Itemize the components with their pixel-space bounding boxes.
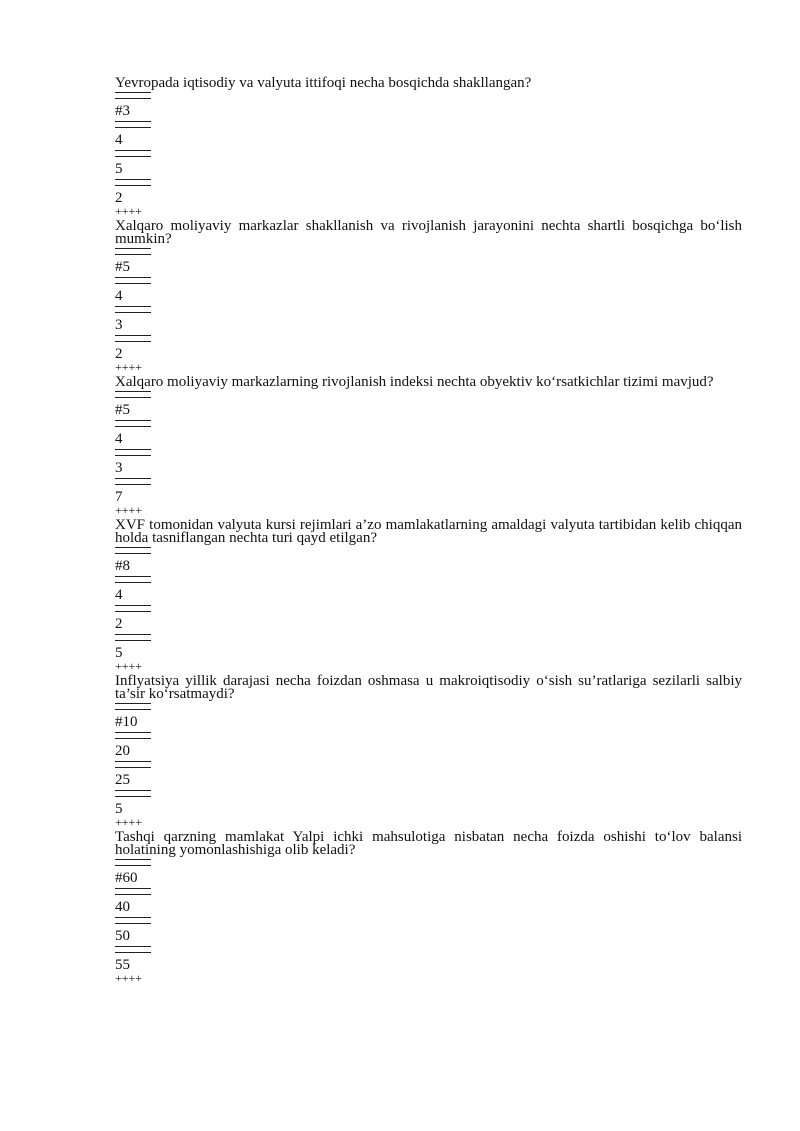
separator — [115, 306, 151, 313]
answer-option: 3 — [115, 317, 123, 333]
separator — [115, 92, 151, 99]
answer-correct: #5 — [115, 402, 130, 418]
answer-correct: #60 — [115, 870, 138, 886]
separator — [115, 391, 151, 398]
separator — [115, 732, 151, 739]
question-text: Xalqaro moliyaviy markazlarning rivojlanish indeksi nechta obyektiv ko‘rsatkichlar tizimi mavjud? — [115, 374, 714, 390]
answer-option: 5 — [115, 801, 123, 817]
answer-option: 20 — [115, 743, 130, 759]
separator — [115, 478, 151, 485]
answer-option: 55 — [115, 957, 130, 973]
separator — [115, 248, 151, 255]
separator — [115, 917, 151, 924]
answer-option: 5 — [115, 161, 123, 177]
question-text: Xalqaro moliyaviy markazlar shakllanish va rivojlanish jarayonini nechta shartli bosqichga bo‘lish mumkin? — [115, 218, 742, 247]
question-block — [115, 372, 742, 515]
answer-option: 7 — [115, 489, 123, 505]
answer-correct: #5 — [115, 259, 130, 275]
answer-option: 4 — [115, 587, 123, 603]
separator — [115, 703, 151, 710]
question-end-marker: ++++ — [115, 659, 143, 673]
separator — [115, 946, 151, 953]
separator — [115, 449, 151, 456]
question-end-marker: ++++ — [115, 360, 143, 374]
question-end-marker: ++++ — [115, 503, 143, 517]
question-end-marker: ++++ — [115, 815, 143, 829]
answer-option: 40 — [115, 899, 130, 915]
separator — [115, 420, 151, 427]
question-end-marker: ++++ — [115, 204, 143, 218]
answer-option: 5 — [115, 645, 123, 661]
answer-option: 50 — [115, 928, 130, 944]
separator — [115, 277, 151, 284]
question-block — [115, 216, 742, 372]
separator — [115, 888, 151, 895]
separator — [115, 121, 151, 128]
question-block — [115, 671, 742, 827]
question-text: Inflyatsiya yillik darajasi necha foizdan oshmasa u makroiqtisodiy o‘sish su’ratlariga sezilarli salbiy ta’sir ko‘rsatmaydi? — [115, 673, 742, 702]
answer-correct: #10 — [115, 714, 138, 730]
answer-option: 25 — [115, 772, 130, 788]
separator — [115, 576, 151, 583]
separator — [115, 547, 151, 554]
question-block — [115, 515, 742, 671]
separator — [115, 605, 151, 612]
question-block — [115, 73, 742, 216]
answer-option: 2 — [115, 190, 123, 206]
question-text: Tashqi qarzning mamlakat Yalpi ichki mahsulotiga nisbatan necha foizda oshishi to‘lov balansi holatining yomonlashishiga olib keladi? — [115, 829, 742, 858]
separator — [115, 761, 151, 768]
question-block — [115, 827, 742, 983]
test-questions — [115, 73, 742, 983]
separator — [115, 150, 151, 157]
question-text: XVF tomonidan valyuta kursi rejimlari a’zo mamlakatlarning amaldagi valyuta tartibidan kelib chiqqan holda tasniflangan nechta turi qayd etilgan? — [115, 517, 742, 546]
answer-option: 4 — [115, 431, 123, 447]
answer-correct: #3 — [115, 103, 130, 119]
answer-option: 3 — [115, 460, 123, 476]
question-text: Yevropada iqtisodiy va valyuta ittifoqi necha bosqichda shakllangan? — [115, 75, 532, 91]
separator — [115, 859, 151, 866]
answer-option: 2 — [115, 616, 123, 632]
answer-option: 4 — [115, 288, 123, 304]
separator — [115, 790, 151, 797]
separator — [115, 634, 151, 641]
question-end-marker: ++++ — [115, 971, 143, 985]
answer-correct: #8 — [115, 558, 130, 574]
answer-option: 2 — [115, 346, 123, 362]
answer-option: 4 — [115, 132, 123, 148]
separator — [115, 179, 151, 186]
separator — [115, 335, 151, 342]
